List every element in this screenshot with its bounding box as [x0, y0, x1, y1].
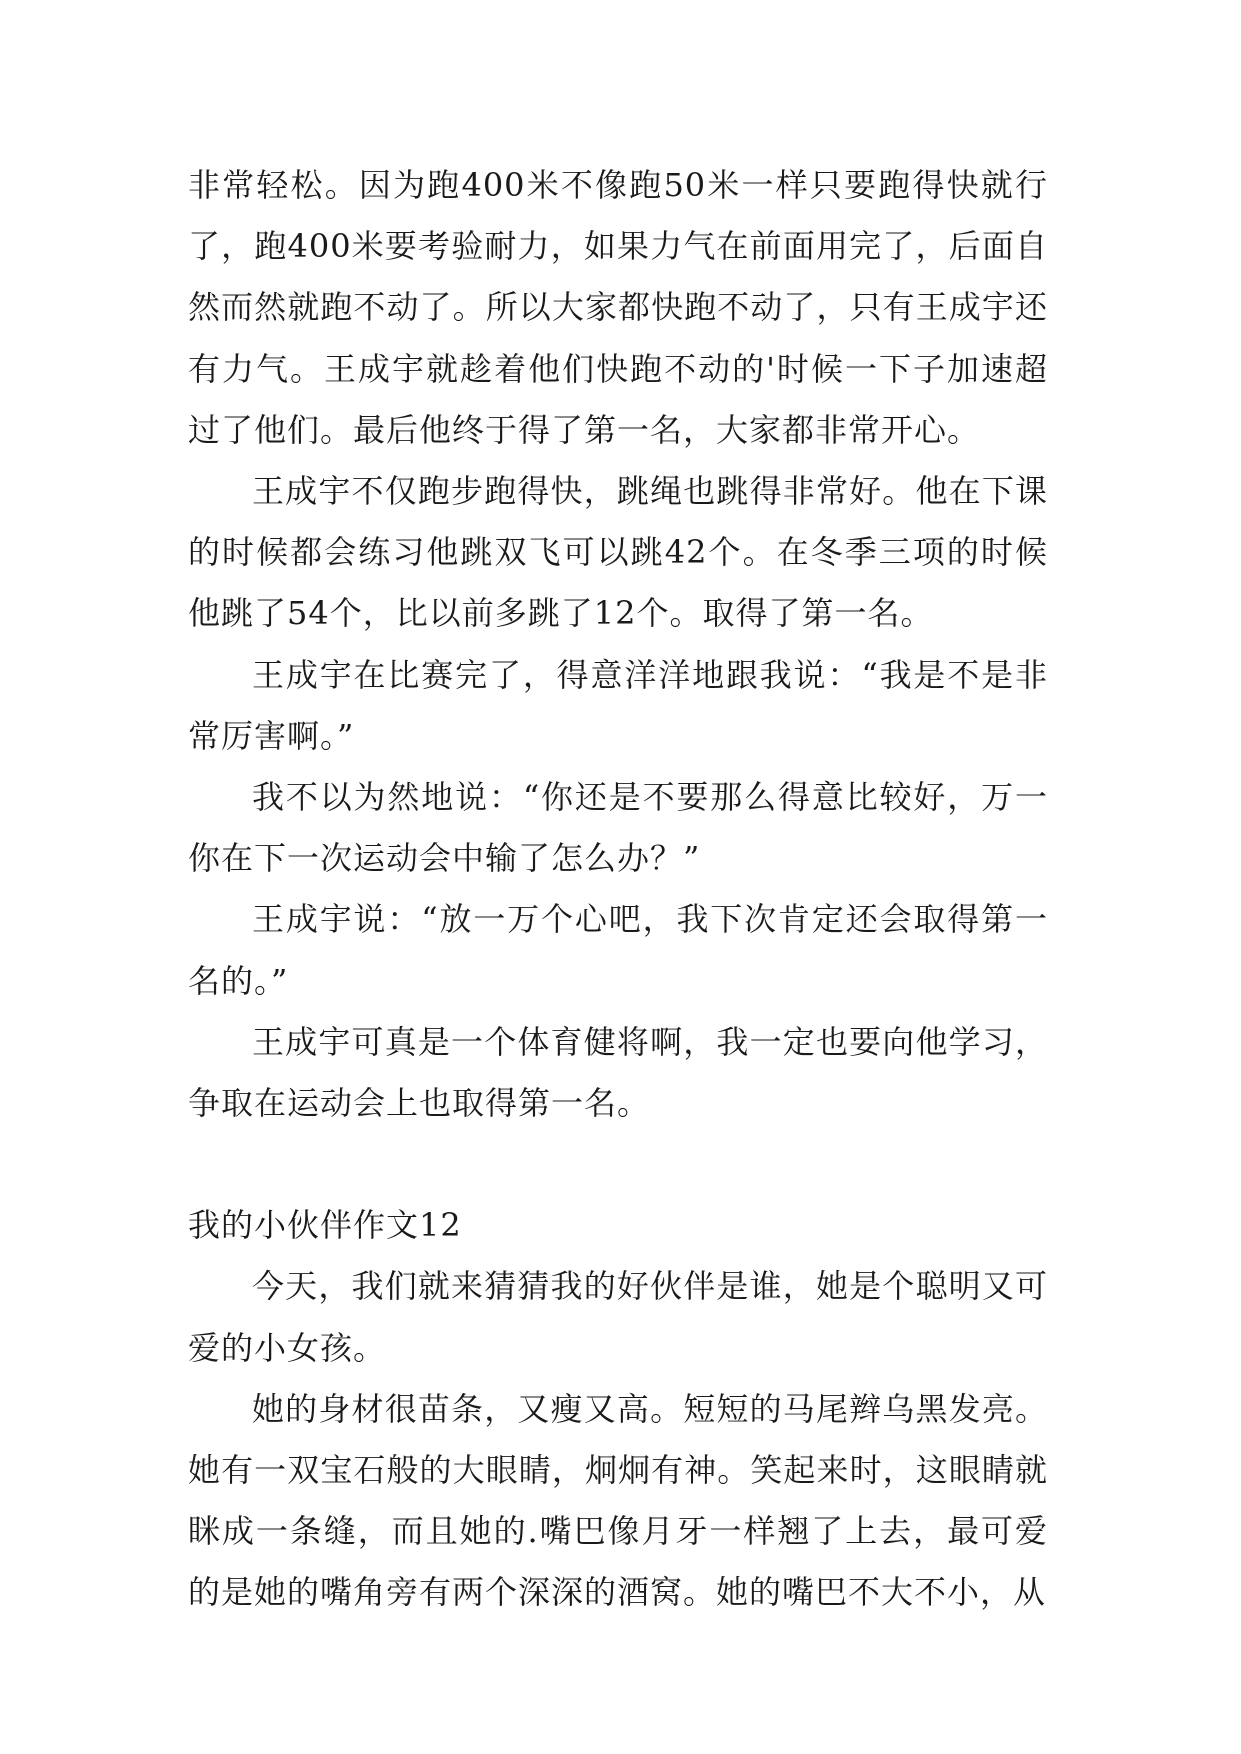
paragraph: 王成宇可真是一个体育健将啊，我一定也要向他学习，争取在运动会上也取得第一名。 — [188, 1022, 1048, 1123]
paragraph: 王成宇不仅跑步跑得快，跳绳也跳得非常好。他在下课的时候都会练习他跳双飞可以跳42个。在冬季三项的时候他跳了54个，比以前多跳了12个。取得了第一名。 — [188, 472, 1048, 633]
paragraph: 我不以为然地说：“你还是不要那么得意比较好，万一你在下一次运动会中输了怎么办？” — [188, 778, 1048, 878]
document-body — [188, 155, 1048, 1624]
paragraph: 非常轻松。因为跑400米不像跑50米一样只要跑得快就行了，跑400米要考验耐力，如果力气在前面用完了，后面自然而然就跑不动了。所以大家都快跑不动了，只有王成宇还有力气。王成宇就趁着他们快跑不动的'时候一下子加速超过了他们。最后他终于得了第一名，大家都非常开心。 — [188, 166, 1048, 449]
section-title: 我的小伙伴作文12 — [188, 1206, 462, 1245]
paragraph: 今天，我们就来猜猜我的好伙伴是谁，她是个聪明又可爱的小女孩。 — [188, 1267, 1048, 1367]
paragraph: 王成宇在比赛完了，得意洋洋地跟我说：“我是不是非常厉害啊。” — [188, 655, 1048, 755]
paragraph: 她的身材很苗条，又瘦又高。短短的马尾辫乌黑发亮。她有一双宝石般的大眼睛，炯炯有神。笑起来时，这眼睛就眯成一条缝，而且她的.嘴巴像月牙一样翘了上去，最可爱的是她的嘴角旁有两个深深的酒窝。她的嘴巴不大不小，从 — [188, 1389, 1048, 1612]
paragraph: 王成宇说：“放一万个心吧，我下次肯定还会取得第一名的。” — [188, 900, 1048, 1000]
